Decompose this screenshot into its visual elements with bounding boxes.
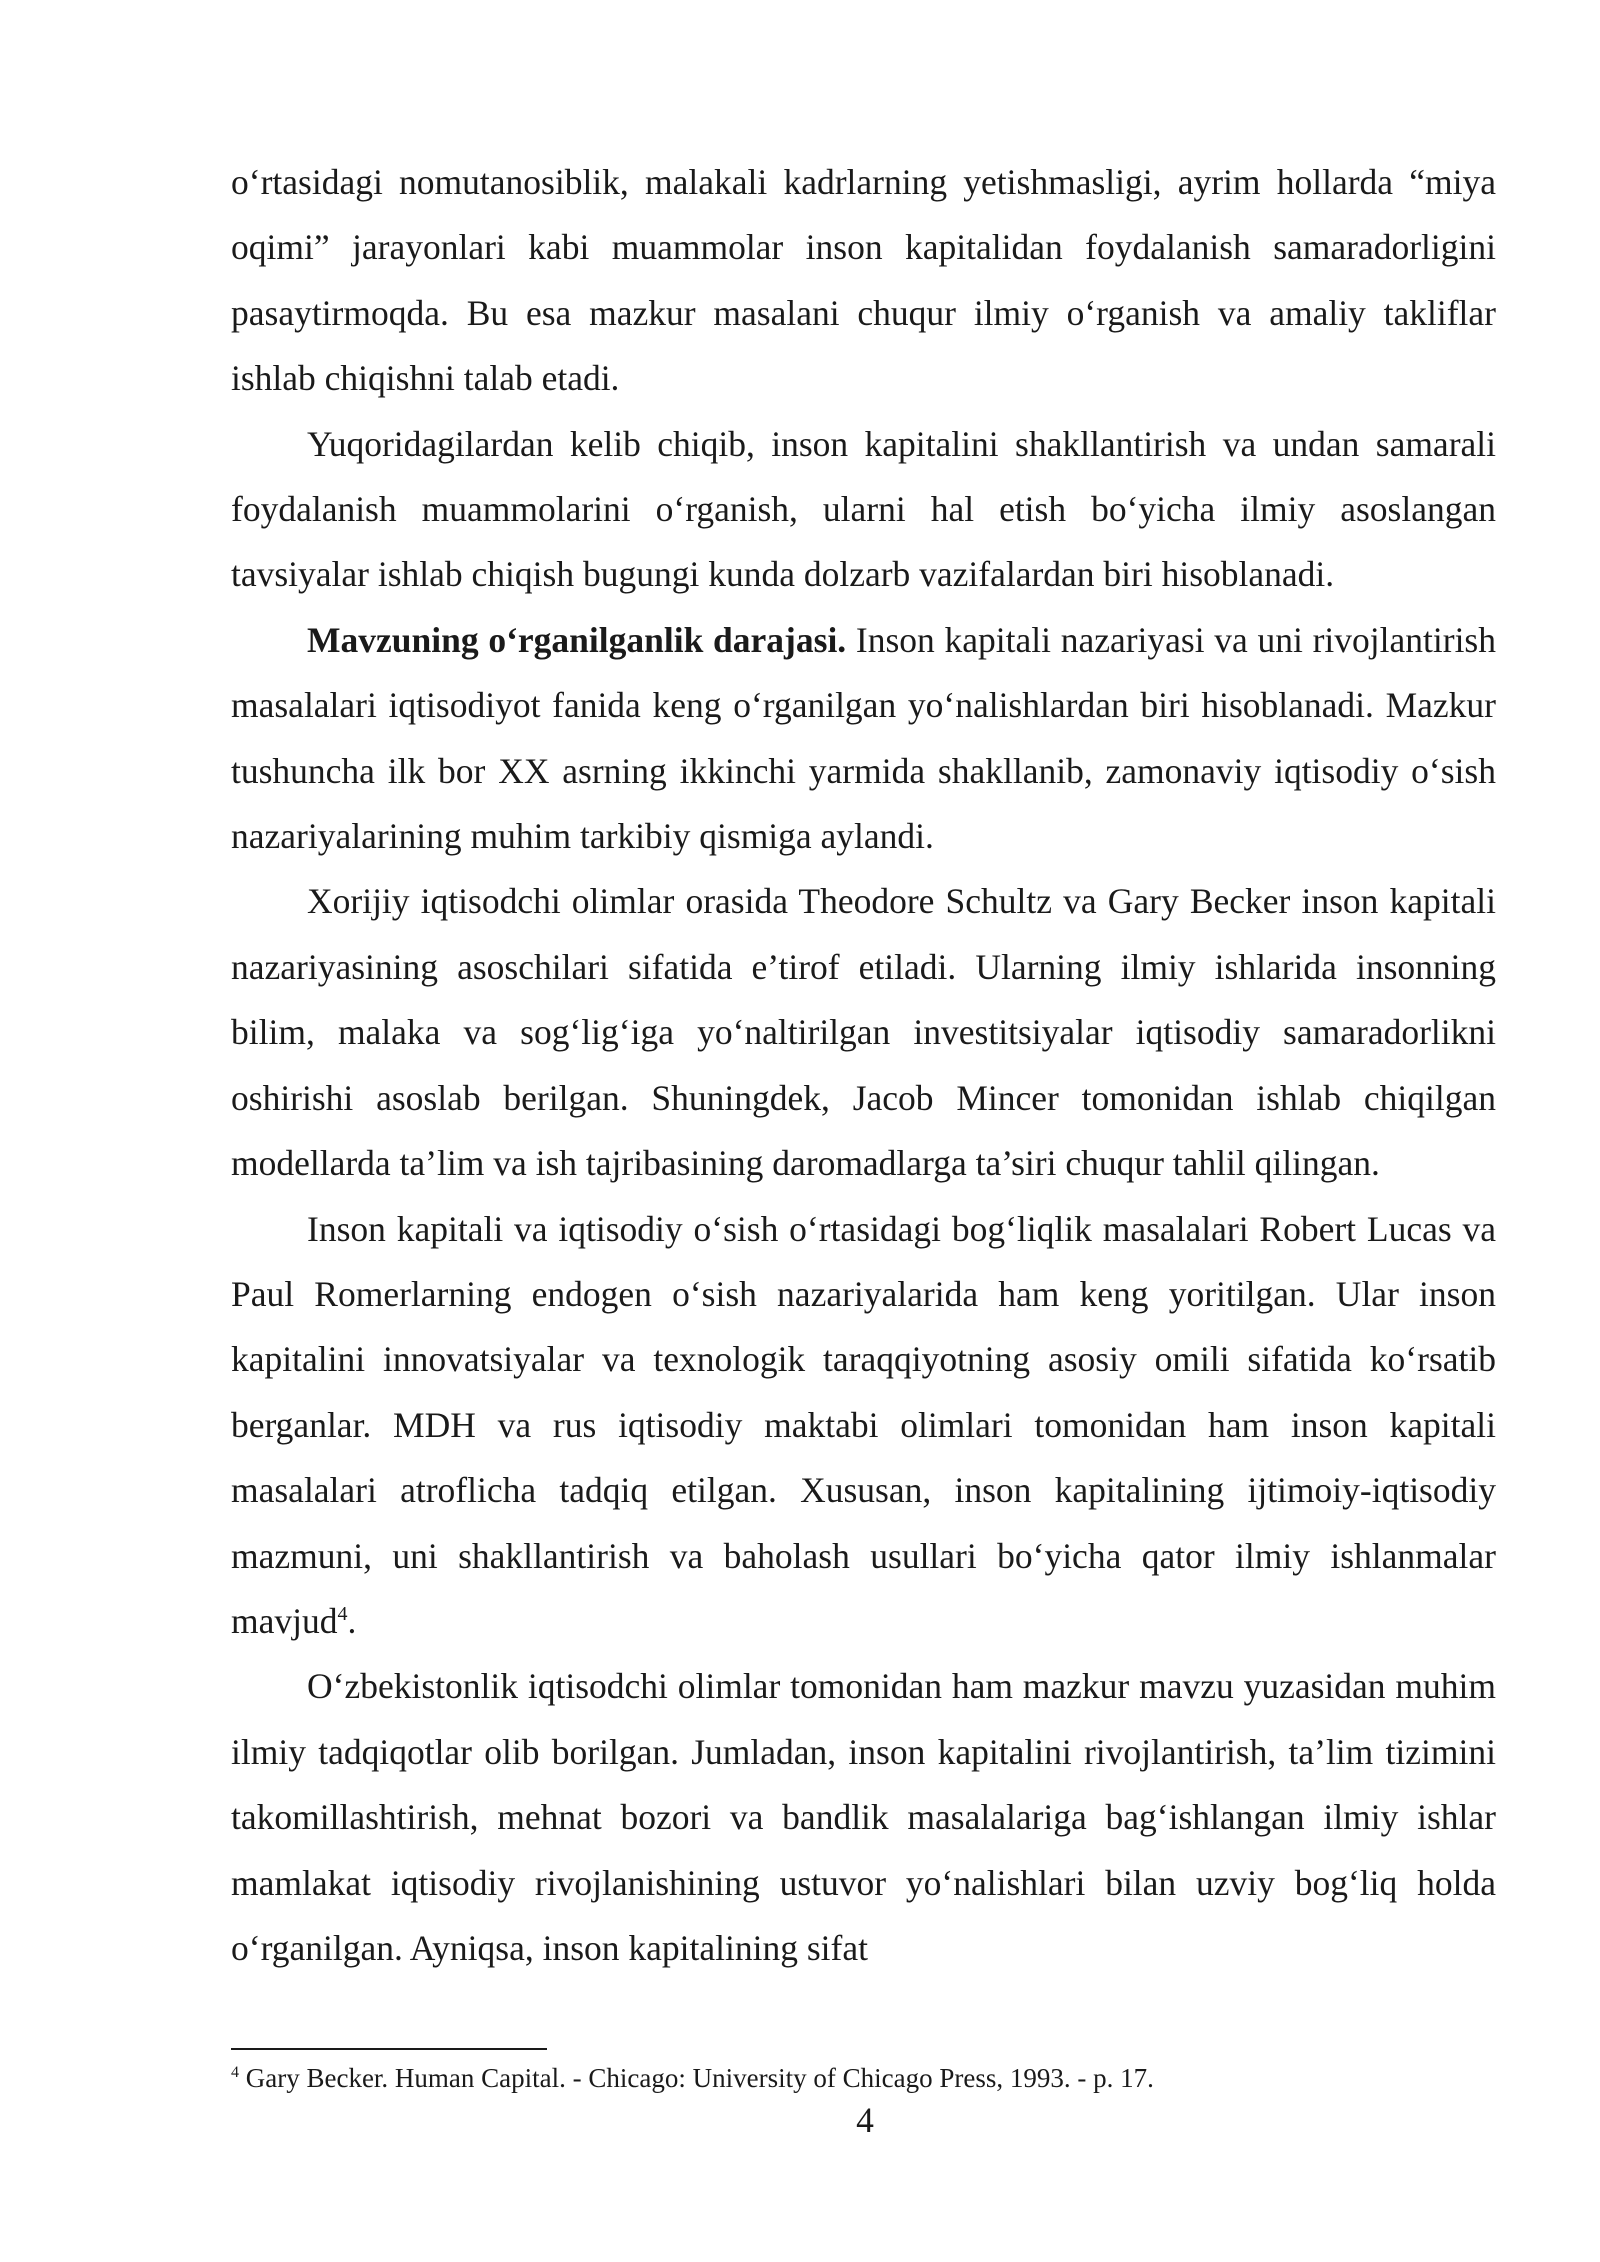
paragraph-text: Inson kapitali va iqtisodiy o‘sish o‘rtasidagi bog‘liqlik masalalari Robert Lucas va Paul Romerlarning endogen o‘sish nazariyalarida ham keng yoritilgan. Ular inson kapitalini innovatsiyalar va texnologik taraqqiyotning asosiy omili sifatida ko‘rsatib berganlar. MDH va rus iqtisodiy maktabi olimlari tomonidan ham inson kapitali masalalari atroflicha tadqiq etilgan. Xususan, inson kapitalining ijtimoiy-iqtisodiy mazmuni, uni shakllantirish va baholash usullari bo‘yicha qator ilmiy ishlanmalar mavjud	[231, 1208, 1496, 1641]
footnote-text: Gary Becker. Human Capital. - Chicago: University of Chicago Press, 1993. - p. 17.	[239, 2063, 1154, 2093]
footnote-number: 4	[231, 2064, 239, 2081]
paragraph-conclusion: Yuqoridagilardan kelib chiqib, inson kapitalini shakllantirish va undan samarali foydalanish muammolarini o‘rganish, ularni hal etish bo‘yicha ilmiy asoslangan tavsiyalar ishlab chiqish bugungi kunda dolzarb vazifalardan biri hisoblanadi.	[231, 423, 1496, 595]
paragraph-text: Inson kapitali nazariyasi va uni rivojlantirish masalalari iqtisodiyot fanida keng o‘rganilgan yo‘nalishlardan biri hisoblanadi. Mazkur tushuncha ilk bor XX asrning ikkinchi yarmida shakllanib, zamonaviy iqtisodiy o‘sish nazariyalarining muhim tarkibiy qismiga aylandi.	[231, 619, 1496, 857]
paragraph-end-punctuation: .	[347, 1600, 357, 1641]
footnote-separator	[231, 2048, 547, 2050]
paragraph-continued: o‘rtasidagi nomutanosiblik, malakali kadrlarning yetishmasligi, ayrim hollarda “miya oqimi” jarayonlari kabi muammolar inson kapitalidan foydalanish samaradorligini pasaytirmoqda. Bu esa mazkur masalani chuqur ilmiy o‘rganish va amaliy takliflar ishlab chiqishni talab etadi.	[231, 162, 1496, 399]
page-number: 4	[856, 2100, 874, 2140]
section-heading: Mavzuning o‘rganilganlik darajasi.	[307, 619, 847, 660]
paragraph-uzbek-scholars: O‘zbekistonlik iqtisodchi olimlar tomonidan ham mazkur mavzu yuzasidan muhim ilmiy tadqiqotlar olib borilgan. Jumladan, inson kapitalini rivojlantirish, ta’lim tizimini takomillashtirish, mehnat bozori va bandlik masalalariga bag‘ishlangan ilmiy ishlar mamlakat iqtisodiy rivojlanishining ustuvor yo‘nalishlari bilan uzviy bog‘liq holda o‘rganilgan. Ayniqsa, inson kapitalining sifat	[231, 1666, 1496, 1968]
paragraph-foreign-scholars: Xorijiy iqtisodchi olimlar orasida Theodore Schultz va Gary Becker inson kapitali nazariyasining asoschilari sifatida e’tirof etiladi. Ularning ilmiy ishlarida insonning bilim, malaka va sog‘lig‘iga yo‘naltirilgan investitsiyalar iqtisodiy samaradorlikni oshirishi asoslab berilgan. Shuningdek, Jacob Mincer tomonidan ishlab chiqilgan modellarda ta’lim va ish tajribasining daromadlarga ta’siri chuqur tahlil qilingan.	[231, 881, 1496, 1184]
footnote-reference[interactable]: 4	[337, 1603, 348, 1626]
page-body	[231, 150, 1496, 1981]
footnote	[231, 2060, 1496, 2096]
paragraph-study-degree	[231, 608, 1496, 870]
paragraph-growth-theories	[231, 1197, 1496, 1655]
